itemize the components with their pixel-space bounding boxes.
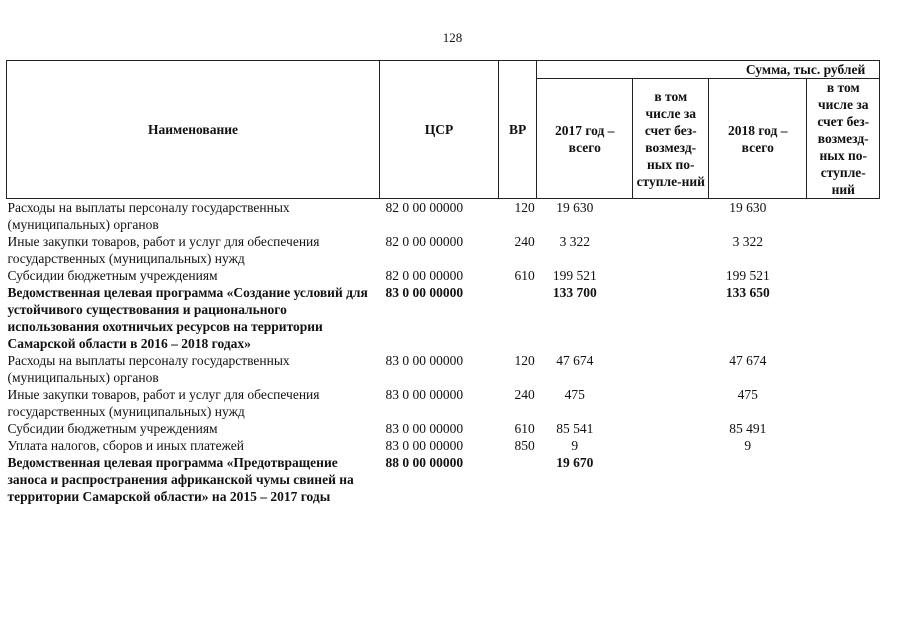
cell-name: Ведомственная целевая программа «Создание условий для устойчивого существования и рационального использования охотничьих ресурсов на территории Самарской области в 2016 – 2018 годах» bbox=[7, 285, 368, 351]
cell-csr: 82 0 00 00000 bbox=[385, 234, 464, 249]
cell-2017-total: 9 bbox=[571, 438, 579, 453]
cell-vr: 120 bbox=[514, 353, 535, 368]
cell-csr: 83 0 00 00000 bbox=[385, 285, 464, 300]
table-row bbox=[7, 199, 880, 234]
table-row bbox=[7, 284, 880, 352]
cell-2018-gratuitous bbox=[807, 352, 880, 386]
cell-2017-total: 199 521 bbox=[552, 268, 597, 283]
cell-2018-gratuitous bbox=[807, 267, 880, 284]
header-2018-gratuitous: в том числе за счет без-возмезд-ных по-ступле-ний bbox=[807, 79, 880, 199]
cell-2018-total: 19 630 bbox=[729, 200, 767, 215]
cell-2018-total: 3 322 bbox=[732, 234, 763, 249]
header-2018-total: 2018 год – всего bbox=[709, 79, 807, 199]
cell-2017-gratuitous bbox=[633, 199, 709, 234]
cell-2018-gratuitous bbox=[807, 437, 880, 454]
cell-csr: 83 0 00 00000 bbox=[385, 387, 464, 402]
cell-2017-gratuitous bbox=[633, 437, 709, 454]
cell-2018-gratuitous bbox=[807, 420, 880, 437]
header-name: Наименование bbox=[7, 61, 380, 199]
cell-2018-total: 9 bbox=[744, 438, 752, 453]
cell-name: Расходы на выплаты персоналу государственных (муниципальных) органов bbox=[7, 200, 290, 232]
cell-csr: 83 0 00 00000 bbox=[385, 438, 464, 453]
cell-name: Ведомственная целевая программа «Предотвращение заноса и распространения африканской чумы свиней на территории Самарской области» на 2015 – 2017 годы bbox=[7, 455, 354, 504]
cell-2018-total: 199 521 bbox=[725, 268, 770, 283]
cell-2017-total: 47 674 bbox=[556, 353, 594, 368]
cell-vr: 240 bbox=[514, 234, 535, 249]
cell-2017-gratuitous bbox=[633, 233, 709, 267]
cell-vr bbox=[499, 454, 537, 505]
cell-csr: 88 0 00 00000 bbox=[385, 455, 464, 470]
cell-2017-gratuitous bbox=[633, 420, 709, 437]
cell-2018-gratuitous bbox=[807, 454, 880, 505]
cell-csr: 82 0 00 00000 bbox=[385, 268, 464, 283]
cell-2018-gratuitous bbox=[807, 386, 880, 420]
table-row bbox=[7, 352, 880, 386]
cell-csr: 83 0 00 00000 bbox=[385, 353, 464, 368]
cell-2017-gratuitous bbox=[633, 267, 709, 284]
cell-2017-total: 133 700 bbox=[552, 285, 597, 300]
table-row bbox=[7, 267, 880, 284]
cell-vr: 610 bbox=[514, 268, 535, 283]
table-row bbox=[7, 437, 880, 454]
cell-2018-total: 47 674 bbox=[729, 353, 767, 368]
budget-table bbox=[6, 60, 880, 505]
cell-2018-total: 133 650 bbox=[725, 285, 770, 300]
cell-vr: 610 bbox=[514, 421, 535, 436]
table-row bbox=[7, 233, 880, 267]
cell-name: Расходы на выплаты персоналу государственных (муниципальных) органов bbox=[7, 353, 290, 385]
page-number: 128 bbox=[442, 30, 463, 45]
cell-name: Уплата налогов, сборов и иных платежей bbox=[7, 438, 244, 453]
cell-2018-gratuitous bbox=[807, 284, 880, 352]
cell-csr: 83 0 00 00000 bbox=[385, 421, 464, 436]
cell-name: Субсидии бюджетным учреждениям bbox=[7, 421, 218, 436]
cell-2017-gratuitous bbox=[633, 386, 709, 420]
table-row bbox=[7, 386, 880, 420]
cell-2018-total bbox=[709, 454, 807, 505]
cell-2017-total: 475 bbox=[564, 387, 585, 402]
cell-2018-gratuitous bbox=[807, 233, 880, 267]
cell-2017-total: 19 670 bbox=[556, 455, 594, 470]
cell-2018-gratuitous bbox=[807, 199, 880, 234]
cell-name: Иные закупки товаров, работ и услуг для обеспечения государственных (муниципальных) нужд bbox=[7, 387, 320, 419]
cell-2017-gratuitous bbox=[633, 454, 709, 505]
cell-2017-total: 19 630 bbox=[556, 200, 594, 215]
cell-vr bbox=[499, 284, 537, 352]
cell-name: Субсидии бюджетным учреждениям bbox=[7, 268, 218, 283]
cell-2017-gratuitous bbox=[633, 352, 709, 386]
cell-vr: 120 bbox=[514, 200, 535, 215]
table-row bbox=[7, 420, 880, 437]
cell-vr: 850 bbox=[514, 438, 535, 453]
cell-2018-total: 85 491 bbox=[729, 421, 767, 436]
cell-2017-total: 3 322 bbox=[559, 234, 590, 249]
cell-2018-total: 475 bbox=[737, 387, 758, 402]
header-sum-group: Сумма, тыс. рублей bbox=[537, 61, 880, 79]
table-row bbox=[7, 454, 880, 505]
header-2017-gratuitous: в том числе за счет без-возмезд-ных по-ступле-ний bbox=[633, 79, 709, 199]
cell-csr: 82 0 00 00000 bbox=[385, 200, 464, 215]
cell-2017-total: 85 541 bbox=[556, 421, 594, 436]
header-vr: ВР bbox=[499, 61, 537, 199]
cell-vr: 240 bbox=[514, 387, 535, 402]
cell-2017-gratuitous bbox=[633, 284, 709, 352]
header-2017-total: 2017 год – всего bbox=[537, 79, 633, 199]
header-csr: ЦСР bbox=[380, 61, 499, 199]
table-header bbox=[7, 61, 880, 199]
cell-name: Иные закупки товаров, работ и услуг для обеспечения государственных (муниципальных) нужд bbox=[7, 234, 320, 266]
table-body bbox=[7, 199, 880, 506]
